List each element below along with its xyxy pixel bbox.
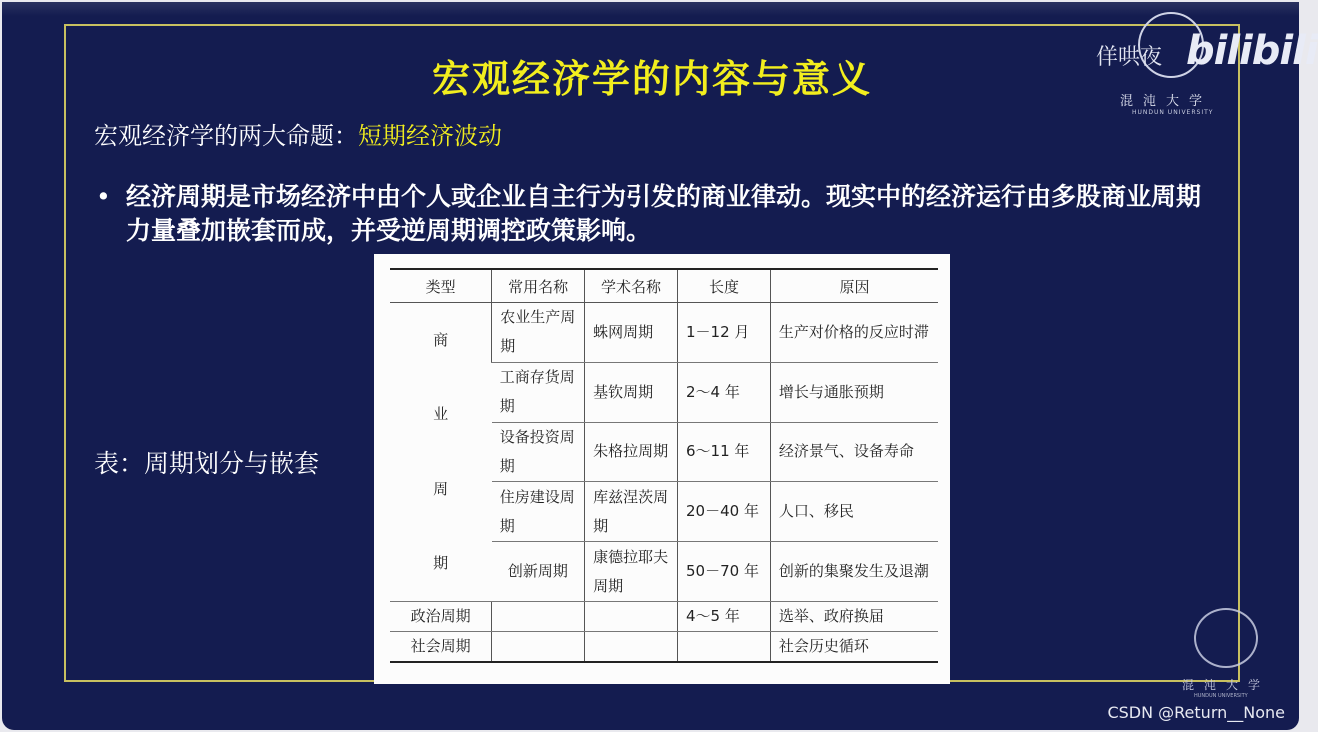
cell-academic-name: 蛛网周期 (585, 303, 678, 363)
cell-academic-name: 朱格拉周期 (585, 422, 678, 482)
business-cycle-char: 商 (433, 330, 449, 349)
bullet-text: 经济周期是市场经济中由个人或企业自主行为引发的商业律动。现实中的经济运行由多股商业周期力量叠加嵌套而成，并受逆周期调控政策影响。 (126, 182, 1202, 245)
cell-academic-name (585, 632, 678, 663)
subtitle (94, 116, 502, 151)
table-caption: 表：周期划分与嵌套 (94, 449, 320, 478)
cell-academic-name: 库兹涅茨周期 (585, 482, 678, 542)
cell-academic-name: 康德拉耶夫周期 (585, 542, 678, 602)
bilibili-logo (1094, 10, 1318, 120)
uploader-name: 佯哄夜 (1096, 45, 1163, 70)
bullet-point (96, 180, 1216, 248)
cell-common-name (492, 602, 585, 632)
cell-length: 6～11 年 (678, 422, 771, 482)
header-cause: 原因 (770, 269, 938, 303)
header-academic-name: 学术名称 (585, 269, 678, 303)
cell-cause: 创新的集聚发生及退潮 (770, 542, 938, 602)
table-row (390, 632, 938, 663)
business-cycle-type-cell (390, 303, 492, 602)
business-cycle-char: 周 (433, 479, 449, 498)
cell-academic-name (585, 602, 678, 632)
bilibili-wordmark: bilibili (1186, 28, 1318, 74)
subtitle-highlight: 短期经济波动 (358, 122, 502, 150)
cell-academic-name: 基钦周期 (585, 362, 678, 422)
business-cycle-char: 期 (433, 554, 449, 573)
cell-length: 50－70 年 (678, 542, 771, 602)
cell-type: 政治周期 (390, 602, 492, 632)
table-header-row (390, 269, 938, 303)
cell-length: 4～5 年 (678, 602, 771, 632)
cell-length: 2～4 年 (678, 362, 771, 422)
cycle-table-card (374, 254, 950, 684)
header-length: 长度 (678, 269, 771, 303)
cell-cause: 经济景气、设备寿命 (770, 422, 938, 482)
cell-common-name: 住房建设周期 (492, 482, 585, 542)
university-name-cn: 混沌大学 (1120, 94, 1213, 109)
cell-common-name: 工商存货周期 (492, 362, 585, 422)
cell-common-name: 农业生产周期 (492, 303, 585, 363)
cell-common-name: 创新周期 (492, 542, 585, 602)
bullet-dot: • (96, 182, 111, 211)
cell-common-name (492, 632, 585, 663)
slide (64, 24, 1240, 682)
cell-length: 1－12 月 (678, 303, 771, 363)
university-logo (1172, 602, 1282, 702)
video-frame (2, 2, 1318, 730)
university-name-en: HUNDUN UNIVERSITY (1132, 109, 1214, 116)
cycle-table (390, 268, 938, 663)
header-type: 类型 (390, 269, 492, 303)
subtitle-prefix: 宏观经济学的两大命题： (94, 122, 358, 150)
university-name-cn: 混沌大学 (1182, 678, 1271, 692)
cell-cause: 选举、政府换届 (770, 602, 938, 632)
business-cycle-char: 业 (433, 405, 449, 424)
cell-cause: 生产对价格的反应时滞 (770, 303, 938, 363)
table-row (390, 602, 938, 632)
university-name-en: HUNDUN UNIVERSITY (1194, 693, 1248, 699)
logo-circle-icon (1194, 608, 1258, 668)
cell-cause: 增长与通胀预期 (770, 362, 938, 422)
header-common-name: 常用名称 (492, 269, 585, 303)
table-row (390, 303, 938, 363)
csdn-watermark: CSDN @Return__None (1107, 703, 1285, 722)
cell-length: 20－40 年 (678, 482, 771, 542)
cell-length (678, 632, 771, 663)
cell-common-name: 设备投资周期 (492, 422, 585, 482)
cell-cause: 人口、移民 (770, 482, 938, 542)
slide-title: 宏观经济学的内容与意义 (431, 57, 872, 101)
cell-cause: 社会历史循环 (770, 632, 938, 663)
cell-type: 社会周期 (390, 632, 492, 663)
